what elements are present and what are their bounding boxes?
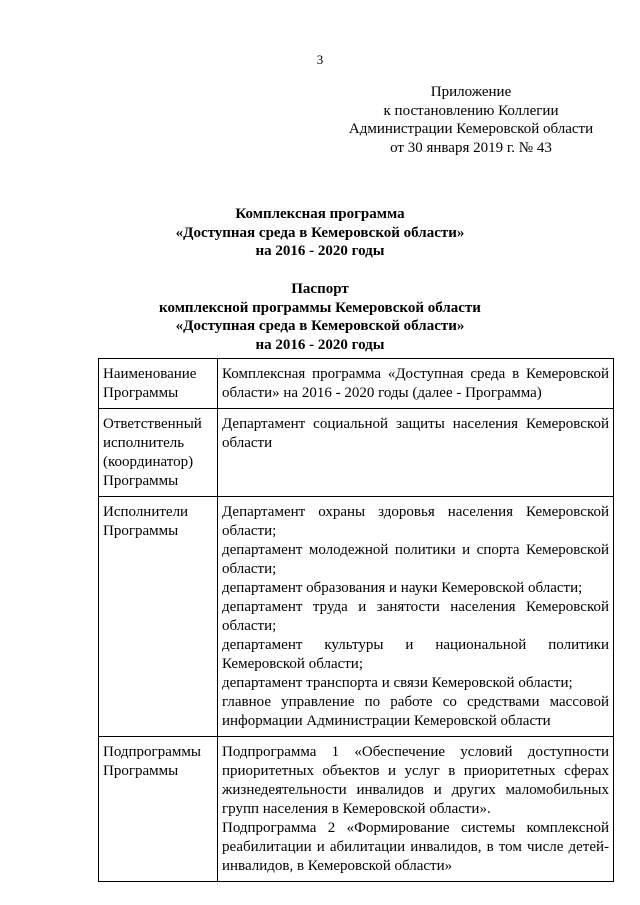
table-row <box>99 737 614 882</box>
passport-title-line: комплексной программы Кемеровской области <box>159 299 481 316</box>
row-value-paragraph: Комплексная программа «Доступная среда в Кемеровской области» на 2016 - 2020 годы (далее - Программа) <box>222 366 609 401</box>
program-title <box>0 205 640 261</box>
page-number: 3 <box>316 52 324 67</box>
row-value <box>218 497 614 737</box>
row-value-paragraph: департамент транспорта и связи Кемеровской области; <box>222 675 573 691</box>
row-label: Наименование Программы <box>99 359 218 409</box>
appendix-line: от 30 января 2019 г. № 43 <box>390 139 552 156</box>
program-title-line: «Доступная среда в Кемеровской области» <box>175 224 465 241</box>
table-row <box>99 409 614 497</box>
row-value-paragraph: Подпрограмма 1 «Обеспечение условий доступности приоритетных объектов и услуг в приоритетных сферах жизнедеятельности инвалидов и других маломобильных групп населения в Кемеровской области». <box>222 744 609 817</box>
row-value <box>218 409 614 497</box>
table-row <box>99 359 614 409</box>
row-value-paragraph: департамент труда и занятости населения Кемеровской области; <box>222 599 609 634</box>
program-title-line: Комплексная программа <box>235 206 405 222</box>
row-value-paragraph: департамент образования и науки Кемеровской области; <box>222 580 583 596</box>
passport-title-line: на 2016 - 2020 годы <box>255 336 385 353</box>
row-label: Подпрограммы Программы <box>99 737 218 882</box>
row-label: Исполнители Программы <box>99 497 218 737</box>
passport-title <box>0 280 640 354</box>
row-value-paragraph: Департамент социальной защиты населения Кемеровской области <box>222 416 609 451</box>
program-title-line: на 2016 - 2020 годы <box>255 243 385 259</box>
appendix-line: к постановлению Коллегии <box>383 102 559 119</box>
row-value <box>218 359 614 409</box>
row-value-paragraph: Подпрограмма 2 «Формирование системы комплексной реабилитации и абилитации инвалидов, в том числе детей-инвалидов, в Кемеровской области» <box>222 820 609 874</box>
table-row <box>99 497 614 737</box>
passport-title-line: «Доступная среда в Кемеровской области» <box>175 318 465 334</box>
appendix-line: Приложение <box>430 84 512 100</box>
row-value-paragraph: главное управление по работе со средствами массовой информации Администрации Кемеровской области <box>222 694 609 729</box>
passport-table <box>98 358 614 882</box>
appendix-line: Администрации Кемеровской области <box>348 121 594 137</box>
passport-title-line: Паспорт <box>291 281 349 297</box>
row-value-paragraph: Департамент охраны здоровья населения Кемеровской области; <box>222 504 609 539</box>
row-label: Ответственный исполнитель (координатор) Программы <box>99 409 218 497</box>
row-value-paragraph: департамент молодежной политики и спорта Кемеровской области; <box>222 542 609 577</box>
row-value <box>218 737 614 882</box>
row-value-paragraph: департамент культуры и национальной политики Кемеровской области; <box>222 637 609 672</box>
appendix-heading <box>330 83 612 157</box>
